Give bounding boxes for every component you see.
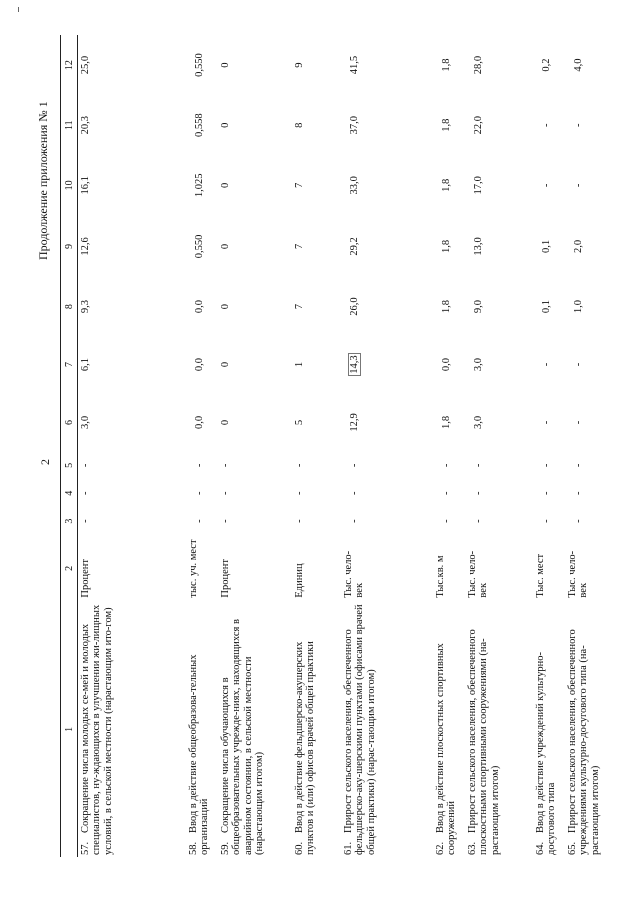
row-number: 59.: [220, 841, 231, 855]
row-number: 63.: [467, 841, 478, 855]
value-cell: -: [194, 491, 205, 495]
unit-cell: Единиц: [294, 563, 305, 598]
value-cell: 0: [220, 122, 231, 128]
row-number: 57.: [80, 841, 91, 855]
col-header: 12: [61, 35, 78, 95]
col-header: 9: [61, 215, 78, 277]
value-cell: -: [573, 463, 584, 468]
table-row: [186, 35, 218, 857]
value-cell: 9,0: [473, 300, 484, 314]
value-cell: 12,9: [349, 413, 360, 432]
value-cell: -: [573, 420, 584, 425]
value-cell: 0: [220, 62, 231, 68]
col-header: 2: [61, 535, 78, 602]
value-cell: 0,0: [441, 357, 452, 372]
value-cell: -: [441, 491, 452, 495]
indicator-name: Прирост сельского населения, обеспеченного плоскостными спортивными сооружениями (на-растающим итогом): [467, 629, 501, 855]
value-cell: -: [441, 519, 452, 523]
value-cell: -: [573, 362, 584, 367]
value-cell: 12,6: [80, 237, 91, 256]
value-cell: 0: [220, 182, 231, 188]
value-cell: -: [541, 519, 552, 523]
col-header: 1: [61, 602, 78, 857]
value-cell: -: [349, 519, 360, 523]
value-cell: 1,8: [441, 239, 452, 254]
value-cell: 1,8: [441, 178, 452, 192]
value-cell: 8: [294, 122, 305, 128]
value-cell: 29,2: [349, 237, 360, 256]
table-row: [341, 35, 433, 857]
value-cell: 7: [294, 182, 305, 188]
value-cell: 22,0: [473, 116, 484, 135]
value-cell: 7: [294, 243, 305, 250]
value-cell: 1,0: [573, 300, 584, 314]
col-header: 3: [61, 507, 78, 535]
value-cell: -: [541, 123, 552, 127]
col-header: 6: [61, 393, 78, 451]
value-cell: 0: [220, 303, 231, 310]
indicator-name: Сокращение числа молодых се-мей и молодых специалистов, ну-ждающихся в улучшении жи-лищных условий, в сельской местности (нарастающим ито-гом): [80, 604, 114, 855]
value-cell: -: [349, 491, 360, 495]
value-cell: 3,0: [80, 415, 91, 429]
table-row: [465, 35, 533, 857]
row-number: 65.: [567, 841, 578, 855]
value-cell: -: [541, 420, 552, 425]
unit-cell: Тыс. чело-век: [467, 550, 489, 598]
indicators-table: [60, 35, 633, 857]
continuation-heading: Продолжение приложения № 1: [36, 101, 50, 260]
value-cell: 1,8: [441, 300, 452, 314]
col-header: 8: [61, 278, 78, 336]
unit-cell: Процент: [220, 559, 231, 598]
indicator-name: Ввод в действие плоскостных спортивных сооружений: [435, 643, 458, 855]
value-cell-boxed: 14,3: [349, 355, 360, 374]
value-cell: 1,8: [441, 118, 452, 132]
table-row: [565, 35, 633, 857]
value-cell: -: [80, 463, 91, 468]
value-cell: -: [220, 463, 231, 468]
value-cell: -: [220, 519, 231, 523]
row-number: 58.: [188, 841, 199, 855]
value-cell: 0,0: [194, 357, 205, 372]
value-cell: 5: [294, 419, 305, 426]
indicator-name: Ввод в действие общеобразова-тельных организаций: [188, 654, 211, 855]
table-row: [218, 35, 292, 857]
value-cell: 0: [220, 243, 231, 250]
value-cell: -: [541, 183, 552, 188]
value-cell: -: [194, 463, 205, 468]
value-cell: -: [294, 491, 305, 495]
row-number: 64.: [535, 841, 546, 855]
value-cell: 6,1: [80, 357, 91, 372]
value-cell: 13,0: [473, 237, 484, 256]
indicator-name: Ввод в действие фельдшерско-акушерских пунктов и (или) офисов врачей общей практики: [294, 641, 317, 855]
value-cell: 1,8: [441, 58, 452, 72]
value-cell: -: [573, 491, 584, 495]
unit-cell: Тыс.кв. м: [435, 555, 446, 598]
value-cell: 2,0: [573, 239, 584, 254]
value-cell: -: [541, 362, 552, 367]
value-cell: 1: [294, 361, 305, 368]
value-cell: 0,2: [541, 58, 552, 72]
value-cell: -: [294, 463, 305, 468]
value-cell: -: [541, 463, 552, 468]
value-cell: -: [473, 463, 484, 468]
value-cell: -: [573, 123, 584, 127]
indicator-name: Ввод в действие учреждений культурно-досугового типа: [535, 652, 558, 855]
col-header: 5: [61, 451, 78, 479]
value-cell: 0,550: [194, 53, 205, 77]
value-cell: -: [294, 519, 305, 523]
value-cell: 16,1: [80, 176, 91, 195]
value-cell: -: [441, 463, 452, 468]
value-cell: 9: [294, 62, 305, 68]
value-cell: 0: [220, 419, 231, 426]
value-cell: 26,0: [349, 297, 360, 316]
value-cell: -: [541, 491, 552, 495]
value-cell: 0: [220, 361, 231, 368]
value-cell: 4,0: [573, 58, 584, 72]
indicator-name: Сокращение числа обучающихся в общеобразовательных учрежде-ниях, находящихся в аварийном состоянии, в сельской местности (нарастающим итогом): [220, 619, 266, 855]
value-cell: -: [349, 463, 360, 468]
table-row: [433, 35, 465, 857]
page-number: 2: [38, 459, 52, 465]
unit-cell: Тыс. чело-век: [343, 550, 365, 598]
value-cell: -: [473, 491, 484, 495]
unit-cell: Тыс. мест: [535, 553, 546, 598]
indicator-name: Прирост сельского населения, обеспеченного фельдшерско-аку-шерскими пунктами (офисами врачей общей практики) (нарас-тающим итогом): [343, 604, 377, 855]
row-number: 60.: [294, 841, 305, 855]
col-header: 7: [61, 336, 78, 394]
table-row: [533, 35, 565, 857]
value-cell: 0,550: [194, 234, 205, 259]
value-cell: -: [473, 519, 484, 523]
row-number: 62.: [435, 841, 446, 855]
table-row: [292, 35, 341, 857]
value-cell: 0,0: [194, 300, 205, 314]
value-cell: 0,1: [541, 300, 552, 314]
col-header: 10: [61, 155, 78, 215]
value-cell: 37,0: [349, 116, 360, 135]
row-number: 61.: [343, 841, 354, 855]
value-cell: -: [194, 519, 205, 523]
unit-cell: Процент: [80, 559, 91, 598]
unit-cell: тыс. уч. мест: [188, 539, 199, 598]
value-cell: 9,3: [80, 300, 91, 314]
value-cell: -: [573, 183, 584, 188]
value-cell: -: [80, 491, 91, 495]
value-cell: 3,0: [473, 357, 484, 372]
value-cell: -: [573, 519, 584, 523]
table-row: [78, 35, 187, 857]
value-cell: -: [80, 519, 91, 523]
value-cell: 20,3: [80, 116, 91, 135]
value-cell: 33,0: [349, 176, 360, 195]
value-cell: -: [220, 491, 231, 495]
value-cell: 25,0: [80, 55, 91, 75]
value-cell: 0,0: [194, 415, 205, 429]
value-cell: 0,558: [194, 113, 205, 138]
value-cell: 28,0: [473, 55, 484, 75]
value-cell: 17,0: [473, 176, 484, 195]
value-cell: 1,025: [194, 173, 205, 198]
value-cell: 3,0: [473, 415, 484, 429]
value-cell: 7: [294, 303, 305, 310]
header-row: [61, 35, 78, 857]
indicator-name: Прирост сельского населения, обеспеченного учреждениями культурно-досугового типа (на-растающим итогом): [567, 629, 601, 855]
value-cell: 41,5: [349, 55, 360, 75]
value-cell: 0,1: [541, 239, 552, 254]
unit-cell: Тыс. чело-век: [567, 550, 589, 598]
col-header: 4: [61, 479, 78, 507]
value-cell: 1,8: [441, 415, 452, 429]
col-header: 11: [61, 95, 78, 155]
scan-mark: [18, 7, 19, 12]
